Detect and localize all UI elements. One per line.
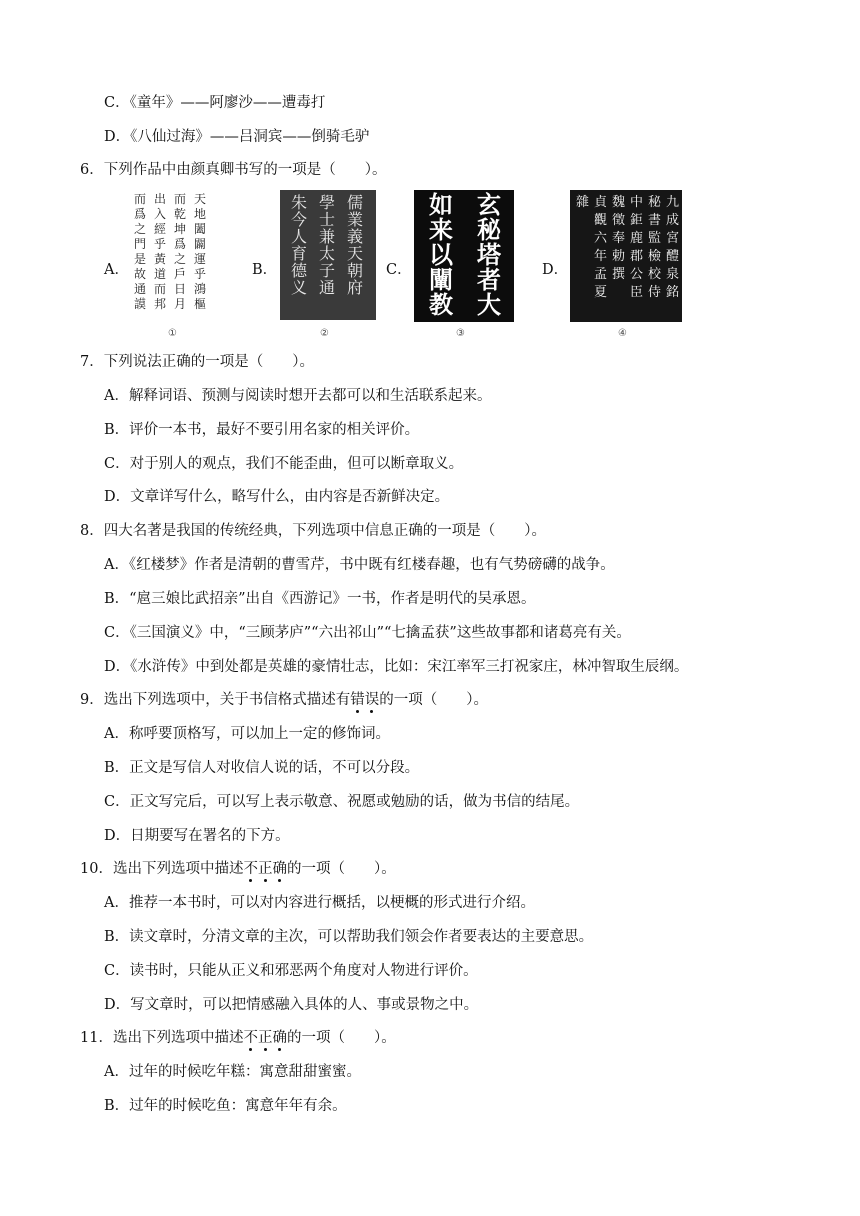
image-number-c: ③ [456, 328, 465, 339]
option-6b-label: B． [252, 262, 278, 278]
image-number-d: ④ [618, 328, 627, 339]
calligraphy-character: 侍 [647, 285, 661, 300]
calligraphy-character: 謨 [133, 297, 146, 311]
calligraphy-character: 監 [647, 231, 661, 246]
calligraphy-b-col [286, 194, 312, 296]
calligraphy-character: 玄 [477, 190, 501, 219]
option-9b: B．正文是写信人对收信人说的话，不可以分段。 [104, 760, 420, 776]
calligraphy-c-col [418, 192, 464, 317]
calligraphy-image-c [414, 190, 514, 339]
option-8a: A．《红楼梦》作者是清朝的曹雪芹，书中既有红楼春趣，也有气势磅礴的战争。 [104, 557, 615, 573]
question-6: 6．下列作品中由颜真卿书写的一项是（ ）。 [80, 162, 387, 178]
calligraphy-character: 鴻 [193, 282, 206, 296]
question-10-prefix: 10．选出下列选项中描述 [80, 861, 244, 877]
option-5c: C．《童年》——阿廖沙——遭毒打 [104, 95, 326, 111]
calligraphy-character: 兼 [318, 227, 335, 246]
calligraphy-character: 泉 [665, 267, 679, 282]
calligraphy-character: 乎 [193, 267, 206, 281]
calligraphy-character: 日 [173, 282, 186, 296]
calligraphy-character: 雜 [575, 195, 589, 210]
option-8d: D．《水浒传》中到处都是英雄的豪情壮志，比如：宋江率军三打祝家庄，林冲智取生辰纲。 [104, 659, 689, 675]
calligraphy-character: 天 [346, 244, 363, 263]
calligraphy-character: 出 [153, 192, 166, 206]
calligraphy-character: 道 [153, 267, 166, 281]
calligraphy-character: 来 [429, 215, 453, 244]
calligraphy-character: 士 [318, 210, 335, 229]
calligraphy-c-text [418, 192, 512, 317]
calligraphy-d-col [610, 194, 627, 302]
calligraphy-character: 檢 [647, 249, 661, 264]
emphasis-char: 正 [257, 1030, 273, 1046]
calligraphy-character: 勅 [611, 249, 625, 264]
calligraphy-character: 六 [593, 231, 607, 246]
calligraphy-character: 乎 [153, 237, 166, 251]
calligraphy-character: 而 [173, 192, 186, 206]
calligraphy-character: 門 [133, 237, 146, 251]
calligraphy-b-col [342, 194, 368, 296]
option-7b: B．评价一本书，最好不要引用名家的相关评价。 [104, 422, 420, 438]
option-7a: A．解释词语、预测与阅读时想开去都可以和生活联系起来。 [104, 388, 492, 404]
option-5d: D．《八仙过海》——吕洞宾——倒骑毛驴 [104, 129, 370, 145]
calligraphy-character: 故 [133, 267, 146, 281]
calligraphy-character: 郡 [629, 249, 643, 264]
calligraphy-character: 奉 [611, 231, 625, 246]
calligraphy-b-text [286, 194, 368, 296]
emphasis-char: 正 [257, 861, 273, 877]
calligraphy-character: 者 [477, 265, 501, 294]
calligraphy-character: 闡 [429, 265, 453, 294]
calligraphy-character: 貞 [593, 195, 607, 210]
calligraphy-character: 臣 [629, 285, 643, 300]
calligraphy-character: 之 [133, 222, 146, 236]
calligraphy-character: 朝 [346, 261, 363, 280]
calligraphy-character: 學 [318, 193, 335, 212]
calligraphy-character: 秘 [477, 215, 501, 244]
image-number-b: ② [320, 328, 329, 339]
option-9a: A．称呼要顶格写，可以加上一定的修饰词。 [104, 726, 390, 742]
calligraphy-d-col [592, 194, 609, 302]
option-10d: D．写文章时，可以把情感融入具体的人、事或景物之中。 [104, 997, 479, 1013]
calligraphy-character: 義 [346, 227, 363, 246]
calligraphy-character: 通 [318, 278, 335, 297]
option-6c-label: C． [386, 262, 412, 278]
calligraphy-character: 而 [153, 282, 166, 296]
option-10b: B．读文章时，分清文章的主次，可以帮助我们领会作者要表达的主要意思。 [104, 929, 594, 945]
calligraphy-character: 撰 [611, 267, 625, 282]
calligraphy-character: 义 [290, 278, 307, 297]
question-11 [80, 1028, 396, 1048]
calligraphy-character: 鹿 [629, 231, 643, 246]
calligraphy-character: 朱 [290, 193, 307, 212]
calligraphy-character: 宮 [665, 231, 679, 246]
option-9d: D．日期要写在署名的下方。 [104, 828, 290, 844]
calligraphy-d-col [646, 194, 663, 302]
calligraphy-image-a [128, 190, 224, 339]
option-8c: C．《三国演义》中，“三顾茅庐”“六出祁山”“七擒孟获”这些故事都和诸葛亮有关。 [104, 625, 631, 641]
option-9c: C．正文写完后，可以写上表示敬意、祝愿或勉励的话，做为书信的结尾。 [104, 794, 580, 810]
calligraphy-character: 孟 [593, 267, 607, 282]
calligraphy-b-col [314, 194, 340, 296]
calligraphy-d-text [574, 194, 681, 302]
emphasis-char: 不 [243, 1030, 258, 1046]
option-8b: B．“扈三娘比武招亲”出自《西游记》一书，作者是明代的吴承恩。 [104, 591, 536, 607]
calligraphy-character: 今 [290, 210, 307, 229]
calligraphy-character: 爲 [133, 207, 146, 221]
image-number-a: ① [168, 328, 177, 339]
calligraphy-character: 天 [193, 192, 206, 206]
calligraphy-a-text [132, 192, 208, 312]
option-11b: B．过年的时候吃鱼：寓意年年有余。 [104, 1098, 347, 1114]
calligraphy-character: 坤 [173, 222, 186, 236]
option-11a: A．过年的时候吃年糕：寓意甜甜蜜蜜。 [104, 1064, 361, 1080]
calligraphy-character: 觀 [593, 213, 607, 228]
calligraphy-character: 公 [629, 267, 643, 282]
calligraphy-d-col [664, 194, 681, 302]
calligraphy-character: 九 [665, 195, 679, 210]
calligraphy-character: 校 [647, 267, 661, 282]
calligraphy-character: 業 [346, 210, 363, 229]
calligraphy-character: 之 [173, 252, 186, 266]
calligraphy-character: 醴 [665, 249, 679, 264]
calligraphy-character: 年 [593, 249, 607, 264]
calligraphy-character: 大 [477, 290, 501, 319]
calligraphy-character: 戶 [173, 267, 186, 281]
calligraphy-character: 儒 [346, 193, 363, 212]
option-7c: C．对于别人的观点，我们不能歪曲，但可以断章取义。 [104, 456, 464, 472]
calligraphy-character: 闢 [193, 237, 206, 251]
question-11-prefix: 11．选出下列选项中描述 [80, 1030, 244, 1046]
calligraphy-a-col [152, 192, 168, 312]
calligraphy-character: 夏 [593, 285, 607, 300]
calligraphy-character: 樞 [193, 297, 206, 311]
question-8: 8．四大名著是我国的传统经典，下列选项中信息正确的一项是（ ）。 [80, 523, 546, 539]
option-10a: A．推荐一本书时，可以对内容进行概括，以梗概的形式进行介绍。 [104, 895, 535, 911]
emphasis-char: 误 [364, 692, 380, 708]
calligraphy-character: 運 [193, 252, 206, 266]
calligraphy-character: 府 [346, 278, 363, 297]
question-10-suffix: 的一项（ ）。 [286, 861, 396, 877]
calligraphy-character: 中 [629, 195, 643, 210]
calligraphy-character: 闔 [193, 222, 206, 236]
calligraphy-image-d [570, 190, 682, 339]
emphasis-char: 确 [272, 1030, 287, 1046]
calligraphy-character: 爲 [173, 237, 186, 251]
emphasis-char: 确 [272, 861, 287, 877]
calligraphy-character: 經 [153, 222, 166, 236]
calligraphy-image-b [280, 190, 376, 339]
question-7: 7．下列说法正确的一项是（ ）。 [80, 354, 314, 370]
calligraphy-options [104, 190, 704, 340]
calligraphy-a-col [192, 192, 208, 312]
option-6a-label: A． [104, 262, 129, 278]
option-10c: C．读书时，只能从正义和邪恶两个角度对人物进行评价。 [104, 963, 478, 979]
calligraphy-c-col [466, 192, 512, 317]
calligraphy-character: 人 [290, 227, 307, 246]
calligraphy-character: 通 [133, 282, 146, 296]
calligraphy-character: 地 [193, 207, 206, 221]
calligraphy-character: 教 [429, 290, 453, 319]
calligraphy-character: 鉅 [629, 213, 643, 228]
calligraphy-character: 書 [647, 213, 661, 228]
calligraphy-character: 魏 [611, 195, 625, 210]
emphasis-char: 错 [350, 692, 365, 708]
calligraphy-character: 乾 [173, 207, 186, 221]
calligraphy-character: 以 [429, 240, 453, 269]
calligraphy-character: 如 [429, 190, 453, 219]
calligraphy-character: 是 [133, 252, 146, 266]
calligraphy-character: 太 [318, 244, 335, 263]
calligraphy-character: 育 [290, 244, 307, 263]
question-9 [80, 690, 488, 710]
calligraphy-d-col [574, 194, 591, 302]
calligraphy-d-col [628, 194, 645, 302]
calligraphy-character: 邦 [153, 297, 166, 311]
calligraphy-character: 銘 [665, 285, 679, 300]
calligraphy-character: 子 [318, 261, 335, 280]
calligraphy-character: 黃 [153, 252, 166, 266]
calligraphy-character: 而 [133, 192, 146, 206]
question-11-suffix: 的一项（ ）。 [286, 1030, 396, 1046]
calligraphy-character: 德 [290, 261, 307, 280]
calligraphy-a-col [172, 192, 188, 312]
question-10 [80, 859, 396, 879]
calligraphy-character: 塔 [477, 240, 501, 269]
calligraphy-character: 入 [153, 207, 166, 221]
calligraphy-character: 月 [173, 297, 186, 311]
option-6d-label: D． [542, 262, 569, 278]
calligraphy-character: 秘 [647, 195, 661, 210]
calligraphy-character: 徵 [611, 213, 625, 228]
question-9-suffix: 的一项（ ）。 [379, 692, 488, 708]
question-9-prefix: 9．选出下列选项中，关于书信格式描述有 [80, 692, 351, 708]
calligraphy-character: 成 [665, 213, 679, 228]
option-7d: D．文章详写什么，略写什么，由内容是否新鲜决定。 [104, 489, 450, 505]
emphasis-char: 不 [243, 861, 258, 877]
calligraphy-a-col [132, 192, 148, 312]
